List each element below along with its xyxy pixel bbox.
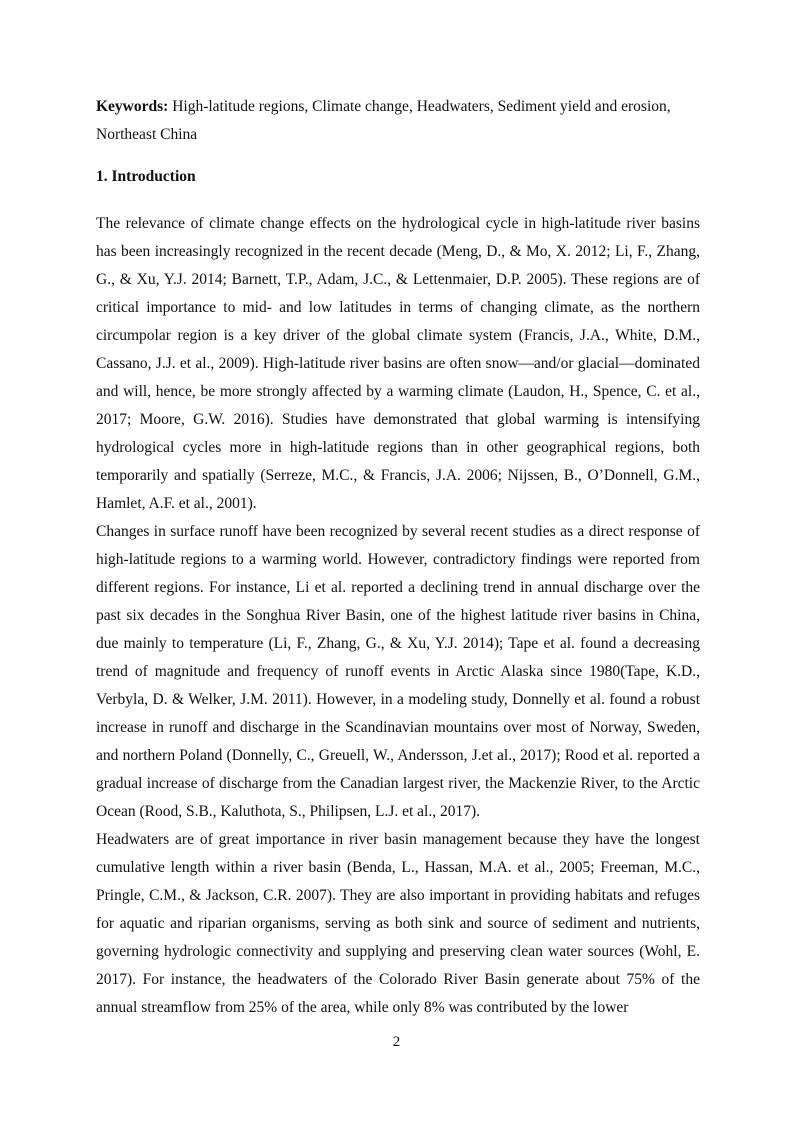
keywords-text: High-latitude regions, Climate change, Headwaters, Sediment yield and erosion, Northeast China: [96, 98, 671, 143]
paragraph: Changes in surface runoff have been recognized by several recent studies as a direct response of high-latitude regions to a warming world. However, contradictory findings were reported from different regions. For instance, Li et al. reported a declining trend in annual discharge over the past six decades in the Songhua River Basin, one of the highest latitude river basins in China, due mainly to temperature (Li, F., Zhang, G., & Xu, Y.J. 2014); Tape et al. found a decreasing trend of magnitude and frequency of runoff events in Arctic Alaska since 1980(Tape, K.D., Verbyla, D. & Welker, J.M. 2011). However, in a modeling study, Donnelly et al. found a robust increase in runoff and discharge in the Scandinavian mountains over most of Norway, Sweden, and northern Poland (Donnelly, C., Greuell, W., Andersson, J.et al., 2017); Rood et al. reported a gradual increase of discharge from the Canadian largest river, the Mackenzie River, to the Arctic Ocean (Rood, S.B., Kaluthota, S., Philipsen, L.J. et al., 2017).: [96, 523, 700, 820]
section-heading: 1. Introduction: [96, 168, 196, 185]
keywords-label: Keywords:: [96, 98, 169, 115]
body-text: [96, 210, 700, 1022]
paragraph: The relevance of climate change effects on the hydrological cycle in high-latitude river basins has been increasingly recognized in the recent decade (Meng, D., & Mo, X. 2012; Li, F., Zhang, G., & Xu, Y.J. 2014; Barnett, T.P., Adam, J.C., & Lettenmaier, D.P. 2005). These regions are of critical importance to mid- and low latitudes in terms of changing climate, as the northern circumpolar region is a key driver of the global climate system (Francis, J.A., White, D.M., Cassano, J.J. et al., 2009). High-latitude river basins are often snow—and/or glacial—dominated and will, hence, be more strongly affected by a warming climate (Laudon, H., Spence, C. et al., 2017; Moore, G.W. 2016). Studies have demonstrated that global warming is intensifying hydrological cycles more in high-latitude regions than in other geographical regions, both temporarily and spatially (Serreze, M.C., & Francis, J.A. 2006; Nijssen, B., O’Donnell, G.M., Hamlet, A.F. et al., 2001).: [96, 215, 700, 512]
page-number: 2: [392, 1034, 401, 1050]
paragraph: Headwaters are of great importance in river basin management because they have the longest cumulative length within a river basin (Benda, L., Hassan, M.A. et al., 2005; Freeman, M.C., Pringle, C.M., & Jackson, C.R. 2007). They are also important in providing habitats and refuges for aquatic and riparian organisms, serving as both sink and source of sediment and nutrients, governing hydrologic connectivity and supplying and preserving clean water sources (Wohl, E. 2017). For instance, the headwaters of the Colorado River Basin generate about 75% of the annual streamflow from 25% of the area, while only 8% was contributed by the lower: [96, 831, 700, 1016]
keywords-line: [96, 93, 700, 149]
